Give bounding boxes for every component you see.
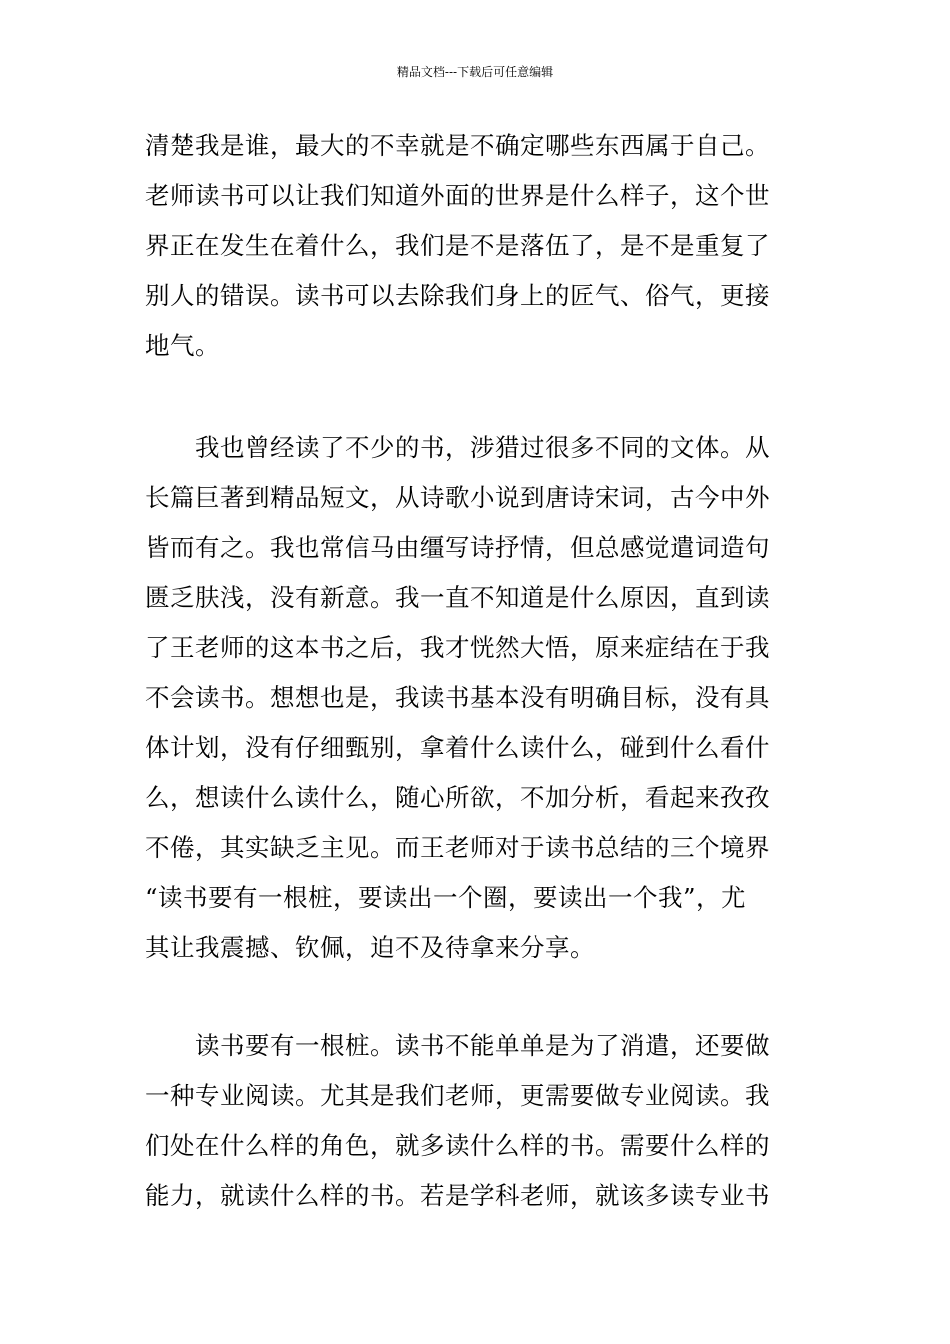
text-line: 一种专业阅读。尤其是我们老师，更需要做专业阅读。我 bbox=[145, 1081, 770, 1110]
text-line: 了王老师的这本书之后，我才恍然大悟，原来症结在于我 bbox=[145, 633, 770, 662]
text-line: “读书要有一根桩，要读出一个圈，要读出一个我”，尤 bbox=[145, 883, 747, 912]
text-line: 不会读书。想想也是，我读书基本没有明确目标，没有具 bbox=[145, 683, 770, 712]
text-line: 其让我震撼、钦佩，迫不及待拿来分享。 bbox=[145, 933, 595, 962]
text-line: 别人的错误。读书可以去除我们身上的匠气、俗气，更接 bbox=[145, 281, 770, 310]
text-line: 们处在什么样的角色，就多读什么样的书。需要什么样的 bbox=[145, 1131, 770, 1160]
text-line: 么，想读什么读什么，随心所欲，不加分析，看起来孜孜 bbox=[145, 783, 770, 812]
text-line: 老师读书可以让我们知道外面的世界是什么样子，这个世 bbox=[145, 181, 770, 210]
text-line: 不倦，其实缺乏主见。而王老师对于读书总结的三个境界 bbox=[145, 833, 770, 862]
paragraph-1 bbox=[145, 121, 825, 371]
text-line: 我也曾经读了不少的书，涉猎过很多不同的文体。从 bbox=[145, 433, 770, 462]
text-line: 匮乏肤浅，没有新意。我一直不知道是什么原因，直到读 bbox=[145, 583, 770, 612]
text-line: 皆而有之。我也常信马由缰写诗抒情，但总感觉遣词造句 bbox=[145, 533, 770, 562]
text-line: 界正在发生在着什么，我们是不是落伍了，是不是重复了 bbox=[145, 231, 770, 260]
text-line: 地气。 bbox=[145, 331, 220, 360]
text-line: 清楚我是谁，最大的不幸就是不确定哪些东西属于自己。 bbox=[145, 131, 770, 160]
paragraph-3 bbox=[145, 1021, 825, 1221]
text-line: 读书要有一根桩。读书不能单单是为了消遣，还要做 bbox=[145, 1031, 770, 1060]
page-header: 精品文档---下载后可任意编辑 bbox=[396, 65, 554, 79]
text-line: 长篇巨著到精品短文，从诗歌小说到唐诗宋词，古今中外 bbox=[145, 483, 770, 512]
text-line: 体计划，没有仔细甄别，拿着什么读什么，碰到什么看什 bbox=[145, 733, 770, 762]
text-line: 能力，就读什么样的书。若是学科老师，就该多读专业书 bbox=[145, 1181, 770, 1210]
paragraph-2 bbox=[145, 423, 825, 973]
